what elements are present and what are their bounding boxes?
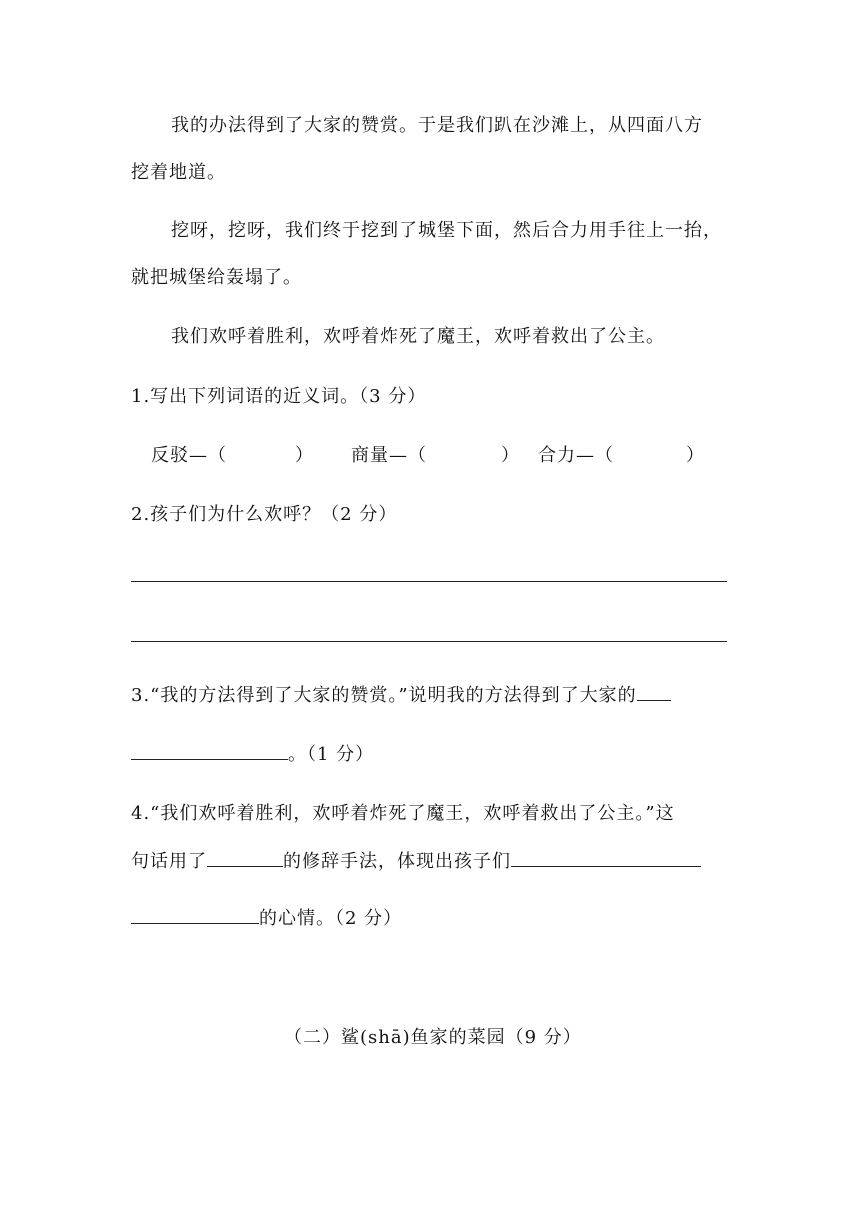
q3-answer-blank[interactable]	[131, 741, 288, 760]
q3-line2	[131, 741, 374, 768]
q4-line3	[131, 905, 402, 932]
q4-feeling-blank[interactable]	[511, 848, 701, 867]
q2-answer-line-1[interactable]	[131, 581, 727, 582]
section-title: （二）鲨(shā)鱼家的菜园（9 分）	[284, 1027, 582, 1048]
q1-item-word: 商量—（	[351, 445, 427, 466]
q4-points: 的心情。（2 分）	[259, 908, 403, 929]
passage-p1-line1: 我的办法得到了大家的赞赏。于是我们趴在沙滩上，从四面八方	[171, 115, 703, 136]
q1-item-word: 反驳—（	[151, 445, 227, 466]
q1-prompt: 1.写出下列词语的近义词。（3 分）	[131, 386, 427, 407]
q2-answer-line-2[interactable]	[131, 641, 727, 642]
q1-item-close: ）	[295, 445, 314, 466]
q3-line1	[131, 682, 671, 709]
q1-item-1	[151, 443, 314, 469]
passage-p1-line2: 挖着地道。	[131, 162, 226, 183]
q4-rhetoric-blank[interactable]	[207, 848, 283, 867]
q1-item-close: ）	[686, 445, 705, 466]
passage-p3-line1: 我们欢呼着胜利，欢呼着炸死了魔王，欢呼着救出了公主。	[171, 326, 665, 347]
passage-p2-line2: 就把城堡给轰塌了。	[131, 267, 302, 288]
q4-text-b: 的修辞手法，体现出孩子们	[283, 851, 511, 872]
q3-text: 3.“我的方法得到了大家的赞赏。”说明我的方法得到了大家的	[131, 685, 637, 706]
q1-item-word: 合力—（	[538, 445, 614, 466]
q1-item-3	[538, 443, 705, 469]
passage-p2-line1: 挖呀，挖呀，我们终于挖到了城堡下面，然后合力用手往上一抬，	[171, 220, 722, 241]
q4-feeling-blank-cont[interactable]	[131, 905, 259, 924]
q3-points: 。（1 分）	[288, 744, 375, 765]
q2-prompt: 2.孩子们为什么欢呼？（2 分）	[131, 504, 398, 525]
q3-answer-blank-end[interactable]	[637, 682, 671, 701]
q1-item-close: ）	[501, 445, 520, 466]
q4-line1: 4.“我们欢呼着胜利，欢呼着炸死了魔王，欢呼着救出了公主。”这	[131, 803, 675, 824]
q4-text-a: 句话用了	[131, 851, 207, 872]
q1-item-2	[351, 443, 520, 469]
q4-line2	[131, 848, 701, 875]
